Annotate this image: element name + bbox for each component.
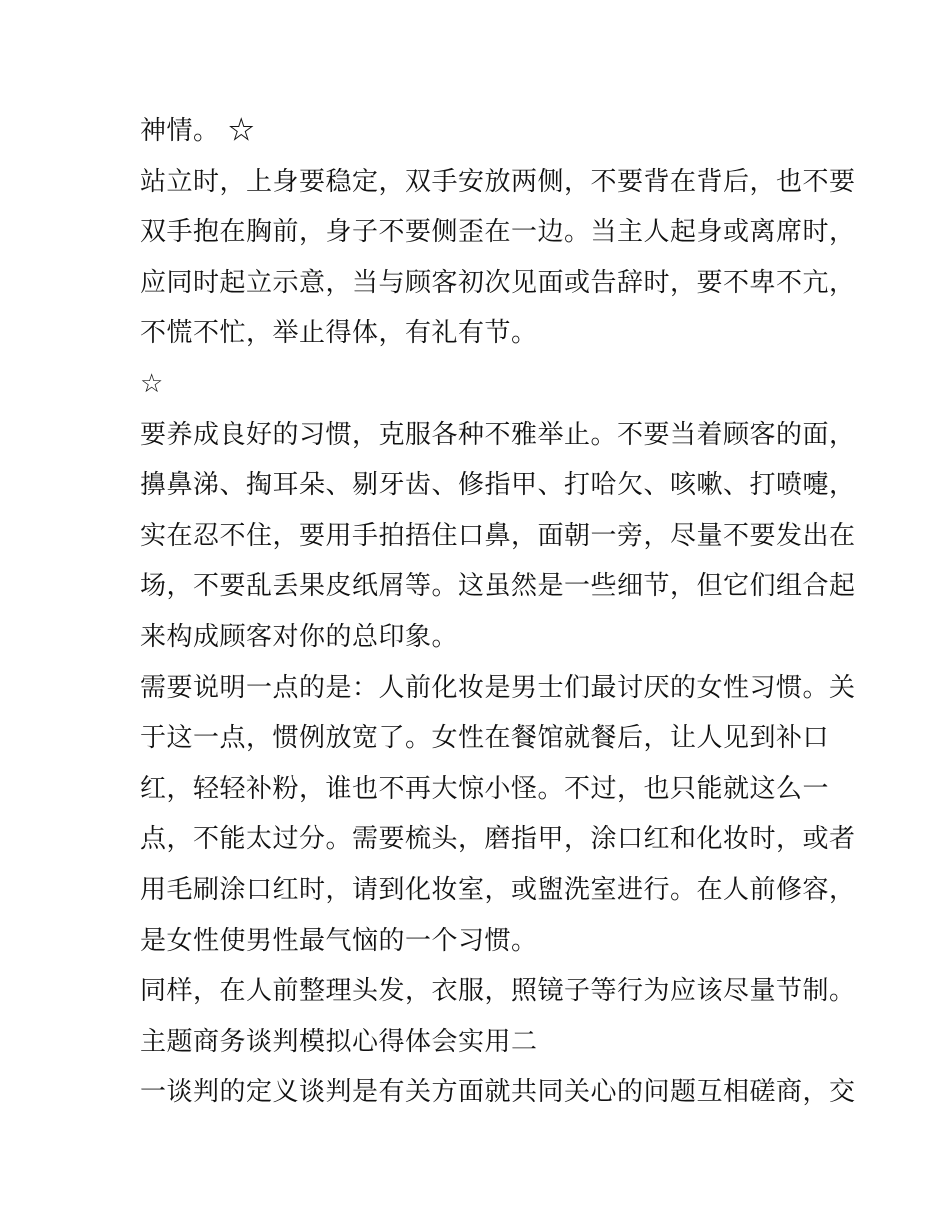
text-line: 应同时起立示意，当与顾客初次见面或告辞时，要不卑不亢， xyxy=(140,267,856,298)
text-line: 擤鼻涕、掏耳朵、剔牙齿、修指甲、打哈欠、咳嗽、打喷嚏， xyxy=(140,470,856,501)
text-line: 站立时，上身要稳定，双手安放两侧，不要背在背后，也不要 xyxy=(140,166,856,197)
text-line: 是女性使男性最气恼的一个习惯。 xyxy=(140,925,538,956)
text-line: 于这一点，惯例放宽了。女性在餐馆就餐后，让人见到补口 xyxy=(140,723,830,754)
text-line: 来构成顾客对你的总印象。 xyxy=(140,621,459,652)
text-line: 需要说明一点的是：人前化妆是男士们最讨厌的女性习惯。关 xyxy=(140,672,856,703)
text-line: ☆ xyxy=(140,368,164,399)
text-line: 不慌不忙，举止得体，有礼有节。 xyxy=(140,318,538,349)
document-body xyxy=(140,106,856,1118)
text-line: 用毛刷涂口红时，请到化妆室，或盥洗室进行。在人前修容， xyxy=(140,874,856,905)
text-line: 同样，在人前整理头发，衣服，照镜子等行为应该尽量节制。 xyxy=(140,976,856,1007)
text-line: 双手抱在胸前，身子不要侧歪在一边。当主人起身或离席时， xyxy=(140,217,856,248)
text-line: 实在忍不住，要用手拍捂住口鼻，面朝一旁，尽量不要发出在 xyxy=(140,520,856,551)
text-line: 一谈判的定义谈判是有关方面就共同关心的问题互相磋商，交 xyxy=(140,1077,856,1108)
section-heading: 主题商务谈判模拟心得体会实用二 xyxy=(140,1026,538,1057)
text-line: 场，不要乱丢果皮纸屑等。这虽然是一些细节，但它们组合起 xyxy=(140,571,856,602)
text-line: 红，轻轻补粉，谁也不再大惊小怪。不过，也只能就这么一 xyxy=(140,773,830,804)
text-line: 神情。 ☆ xyxy=(140,116,255,146)
text-line: 要养成良好的习惯，克服各种不雅举止。不要当着顾客的面， xyxy=(140,419,856,450)
text-line: 点，不能太过分。需要梳头，磨指甲，涂口红和化妆时，或者 xyxy=(140,824,856,855)
